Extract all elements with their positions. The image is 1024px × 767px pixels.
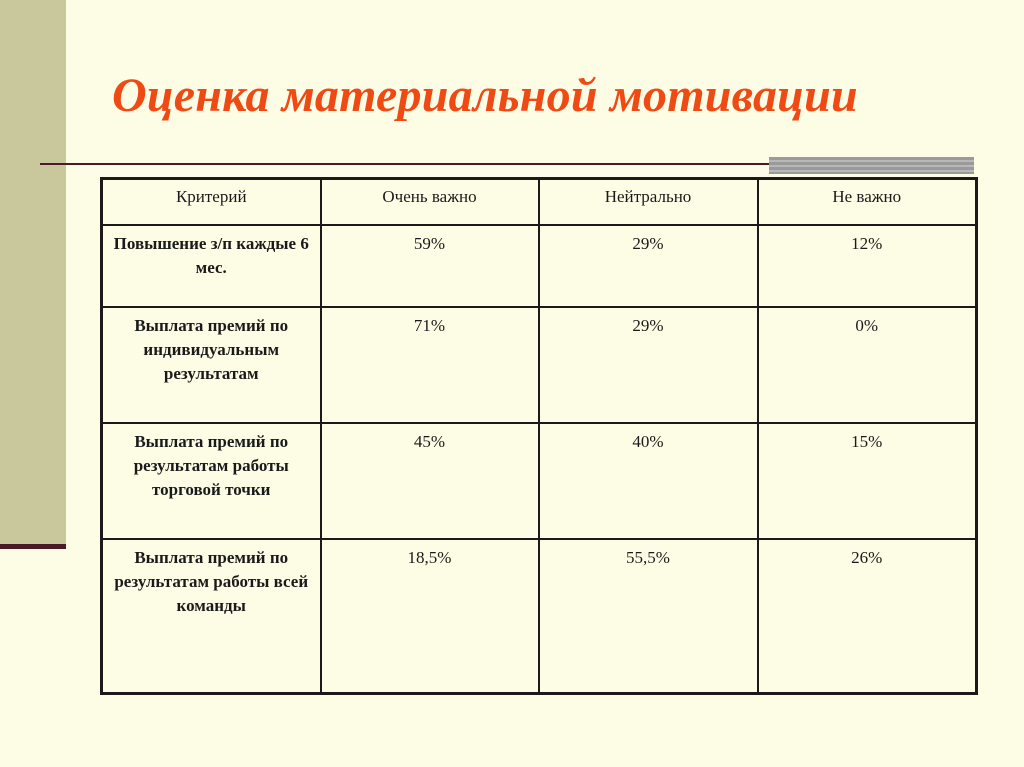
very-important-cell: 59% xyxy=(321,225,539,307)
motivation-table xyxy=(100,177,978,695)
very-important-cell: 45% xyxy=(321,423,539,539)
table-row xyxy=(102,225,977,307)
neutral-cell: 29% xyxy=(539,225,758,307)
side-bar-underline xyxy=(0,544,66,549)
not-important-cell: 26% xyxy=(758,539,977,694)
slide-title: Оценка материальной мотивации xyxy=(112,69,858,122)
table-row xyxy=(102,539,977,694)
column-header-very-important: Очень важно xyxy=(321,179,539,226)
neutral-cell: 29% xyxy=(539,307,758,423)
title-divider xyxy=(40,163,770,165)
very-important-cell: 18,5% xyxy=(321,539,539,694)
decorative-side-bar xyxy=(0,0,66,546)
table-row xyxy=(102,307,977,423)
not-important-cell: 12% xyxy=(758,225,977,307)
criterion-cell: Выплата премий по индивидуальным результатам xyxy=(102,307,321,423)
neutral-cell: 55,5% xyxy=(539,539,758,694)
neutral-cell: 40% xyxy=(539,423,758,539)
not-important-cell: 15% xyxy=(758,423,977,539)
very-important-cell: 71% xyxy=(321,307,539,423)
column-header-criterion: Критерий xyxy=(102,179,321,226)
criterion-cell: Повышение з/п каждые 6 мес. xyxy=(102,225,321,307)
column-header-not-important: Не важно xyxy=(758,179,977,226)
table-header-row xyxy=(102,179,977,226)
criterion-cell: Выплата премий по результатам работы всей команды xyxy=(102,539,321,694)
criterion-cell: Выплата премий по результатам работы торговой точки xyxy=(102,423,321,539)
not-important-cell: 0% xyxy=(758,307,977,423)
column-header-neutral: Нейтрально xyxy=(539,179,758,226)
title-divider-accent xyxy=(769,157,974,174)
table-row xyxy=(102,423,977,539)
